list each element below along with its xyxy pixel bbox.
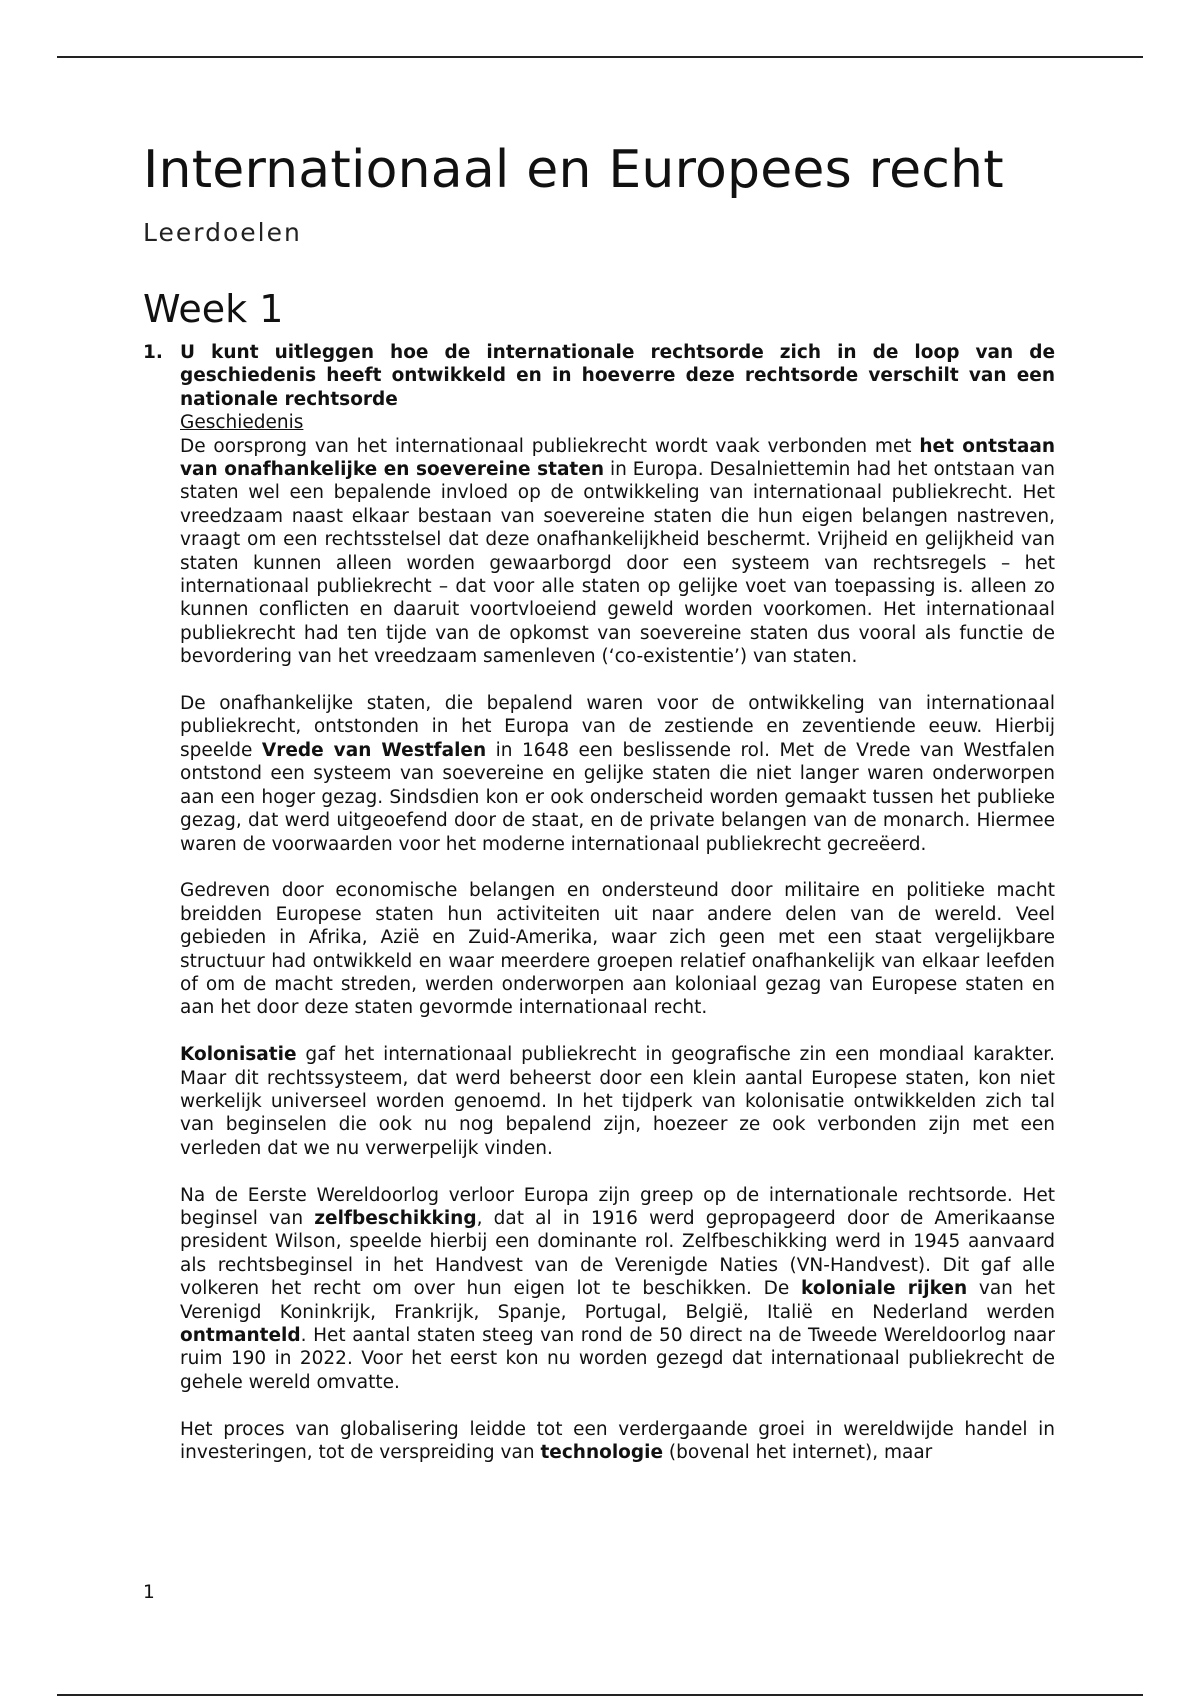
objective-number: 1.	[143, 342, 163, 363]
objective-body	[180, 341, 1055, 1464]
paragraph-6-bold-1: technologie	[540, 1442, 664, 1464]
paragraph-2-bold-1: Vrede van Westfalen	[261, 739, 487, 761]
paragraph-3-text-1: Gedreven door economische belangen en ondersteund door militaire en politieke macht breidden Europese staten hun activiteiten uit naar andere delen van de wereld. Veel gebieden in Afrika, Azië en Zuid-Amerika, waar zich geen met een staat vergelijkbare structuur had ontwikkeld en waar meerdere groepen relatief onafhankelijk van elkaar leefden of om de macht streden, werden onderworpen aan koloniaal gezag van Europese staten en aan het door deze staten gevormde internationaal recht.	[180, 880, 1055, 1019]
paragraph-5-text-2: , dat al in 1916 werd gepropageerd door de Amerikaanse president Wilson, speelde hierbij een dominante rol. Zelfbeschikking werd in 1945 aanvaard als rechtsbeginsel in het Handvest van de Verenigde Naties (VN-Handvest). Dit gaf alle volkeren het recht om over hun eigen lot te beschikken. De	[180, 1207, 1055, 1300]
paragraph-5-bold-1: zelfbeschikking	[314, 1207, 477, 1229]
paragraph-5-bold-3: ontmanteld	[180, 1325, 301, 1346]
paragraph-5	[180, 1184, 1055, 1395]
paragraph-3	[180, 879, 1055, 1019]
objective-question: U kunt uitleggen hoe de internationale rechtsorde zich in de loop van de geschiedenis heeft ontwikkeld en in hoeverre deze rechtsorde verschilt van een nationale rechtsorde	[180, 342, 1055, 410]
paragraph-2-text-2: in 1648 een beslissende rol. Met de Vrede van Westfalen ontstond een systeem van soevereine en gelijke staten die niet langer waren onderworpen aan een hoger gezag. Sindsdien kon er ook onderscheid worden gemaakt tussen het publieke gezag, dat werd uitgeoefend door de staat, en de private belangen van de monarch. Hiermee waren de voorwaarden voor het moderne internationaal publiekrecht gecreëerd.	[180, 739, 1055, 855]
bottom-rule	[57, 1694, 1143, 1696]
section-subheading-geschiedenis: Geschiedenis	[180, 412, 304, 434]
paragraph-5-text-1: Na de Eerste Wereldoorlog verloor Europa zijn greep op de internationale rechtsorde. Het beginsel van	[180, 1184, 1055, 1229]
paragraph-1-text-2: in Europa. Desalniettemin had het ontstaan van staten wel een bepalende invloed op de ontwikkeling van internationaal publiekrecht. Het vreedzaam naast elkaar bestaan van soevereine staten die hun eigen belangen nastreven, vraagt om een rechtsstelsel dat deze onafhankelijkheid beschermt. Vrijheid en gelijkheid van staten kunnen alleen worden gewaarborgd door een systeem van rechtsregels – het internationaal publiekrecht – dat voor alle staten op gelijke voet van toepassing is. alleen zo kunnen conflicten en daaruit voortvloeiend geweld worden voorkomen. Het internationaal publiekrecht had ten tijde van de opkomst van soevereine staten dus vooral als functie de bevordering van het vreedzaam samenleven (‘co-existentie’) van staten.	[180, 459, 1056, 668]
paragraph-6	[180, 1418, 1055, 1465]
paragraph-2-text-1: De onafhankelijke staten, die bepalend waren voor de ontwikkeling van internationaal publiekrecht, ontstonden in het Europa van de zestiende en zeventiende eeuw. Hierbij speelde	[180, 693, 1055, 761]
week-heading: Week 1	[143, 287, 284, 331]
paragraph-1	[180, 435, 1055, 669]
paragraph-5-text-3: van het Verenigd Koninkrijk, Frankrijk, Spanje, Portugal, België, Italië en Nederland werden	[180, 1278, 1055, 1323]
document-subtitle: Leerdoelen	[143, 218, 302, 247]
paragraph-5-text-4: . Het aantal staten steeg van rond de 50 direct na de Tweede Wereldoorlog naar ruim 190 in 2022. Voor het eerst kon nu worden gezegd dat internationaal publiekrecht de gehele wereld omvatte.	[180, 1325, 1055, 1393]
page-number: 1	[143, 1582, 155, 1603]
paragraph-6-text-1: Het proces van globalisering leidde tot een verdergaande groei in wereldwijde handel in investeringen, tot de verspreiding van	[180, 1418, 1055, 1464]
paragraph-6-text-2: (bovenal het internet), maar	[663, 1442, 933, 1464]
paragraph-4	[180, 1043, 1055, 1160]
paragraph-5-bold-2: koloniale rijken	[801, 1278, 968, 1300]
document-title: Internationaal en Europees recht	[143, 140, 1004, 200]
paragraph-4-bold-1: Kolonisatie	[180, 1044, 297, 1066]
paragraph-2	[180, 692, 1055, 856]
paragraph-1-text-1: De oorsprong van het internationaal publiekrecht wordt vaak verbonden met	[180, 435, 920, 457]
paragraph-1-bold-1: het ontstaan van onafhankelijke en soevereine staten	[180, 435, 1056, 481]
top-rule	[57, 56, 1143, 58]
learning-objective-1	[143, 341, 1055, 1488]
paragraph-4-text-1: gaf het internationaal publiekrecht in geografische zin een mondiaal karakter. Maar dit rechtssysteem, dat werd beheerst door een klein aantal Europese staten, kon niet werkelijk universeel worden genoemd. In het tijdperk van kolonisatie ontwikkelden zich tal van beginselen die ook nu nog bepalend zijn, hoezeer ze ook verbonden zijn met een verleden dat we nu verwerpelijk vinden.	[180, 1044, 1055, 1159]
